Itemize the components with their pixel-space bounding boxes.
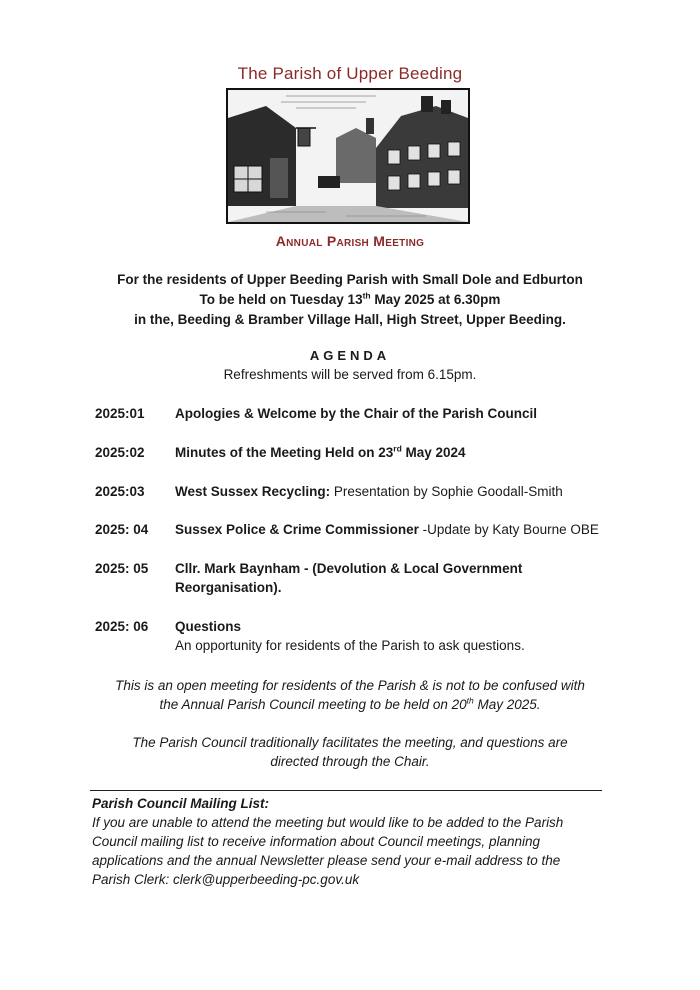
open-meeting-notice: This is an open meeting for residents of the Parish & is not to be confused with the Annual Parish Council meeting to be held on 20th May 2025. xyxy=(115,678,585,712)
parish-title: The Parish of Upper Beeding xyxy=(237,64,463,83)
agenda-item-text: Minutes of the Meeting Held on 23rd May 2024 xyxy=(175,443,466,460)
agenda-item xyxy=(95,559,615,597)
agenda-item-number: 2025:02 xyxy=(95,445,145,460)
refreshments-note: Refreshments will be served from 6.15pm. xyxy=(223,367,477,382)
intro-line-2: To be held on Tuesday 13th May 2025 at 6.30pm xyxy=(199,290,501,307)
agenda-item-number: 2025:03 xyxy=(95,484,145,499)
village-street-sketch-icon xyxy=(226,88,470,224)
agenda-item-text: Apologies & Welcome by the Chair of the Parish Council xyxy=(175,406,538,421)
intro-line-1: For the residents of Upper Beeding Parish with Small Dole and Edburton xyxy=(117,272,583,287)
agenda-item xyxy=(95,617,615,655)
mailing-list-section xyxy=(92,794,622,889)
agenda-item-number: 2025:01 xyxy=(95,406,145,421)
agenda-item xyxy=(95,482,615,501)
intro-line-3: in the, Beeding & Bramber Village Hall, High Street, Upper Beeding. xyxy=(134,312,566,327)
agenda-item-text: Sussex Police & Crime Commissioner -Update by Katy Bourne OBE xyxy=(175,522,599,537)
mailing-list-text: Council mailing list to receive information about Council meetings, planning xyxy=(92,834,540,849)
section-divider xyxy=(90,790,602,791)
agenda-item-number: 2025: 05 xyxy=(95,561,149,576)
agenda-item-number: 2025: 04 xyxy=(95,522,149,537)
agenda-item xyxy=(95,443,615,462)
mailing-list-text: applications and the annual Newsletter please send your e-mail address to the xyxy=(92,853,561,868)
agenda-heading: AGENDA xyxy=(309,348,391,363)
mailing-list-text: If you are unable to attend the meeting but would like to be added to the Parish xyxy=(92,815,564,830)
agenda-item-number: 2025: 06 xyxy=(95,619,149,634)
mailing-list-text: Parish Clerk: clerk@upperbeeding-pc.gov.uk xyxy=(92,872,360,887)
facilitation-notice: The Parish Council traditionally facilitates the meeting, and questions are directed through the Chair. xyxy=(132,735,568,769)
meeting-title: Annual Parish Meeting xyxy=(275,233,425,249)
agenda-item-text: West Sussex Recycling: Presentation by Sophie Goodall-Smith xyxy=(175,484,563,499)
agenda-item-text: Questions An opportunity for residents of the Parish to ask questions. xyxy=(175,619,525,653)
agenda-item xyxy=(95,404,615,423)
agenda-item xyxy=(95,520,615,539)
meeting-intro xyxy=(0,270,700,330)
mailing-list-heading: Parish Council Mailing List: xyxy=(92,796,270,811)
agenda-item-text: Cllr. Mark Baynham - (Devolution & Local Government Reorganisation). xyxy=(175,561,523,595)
